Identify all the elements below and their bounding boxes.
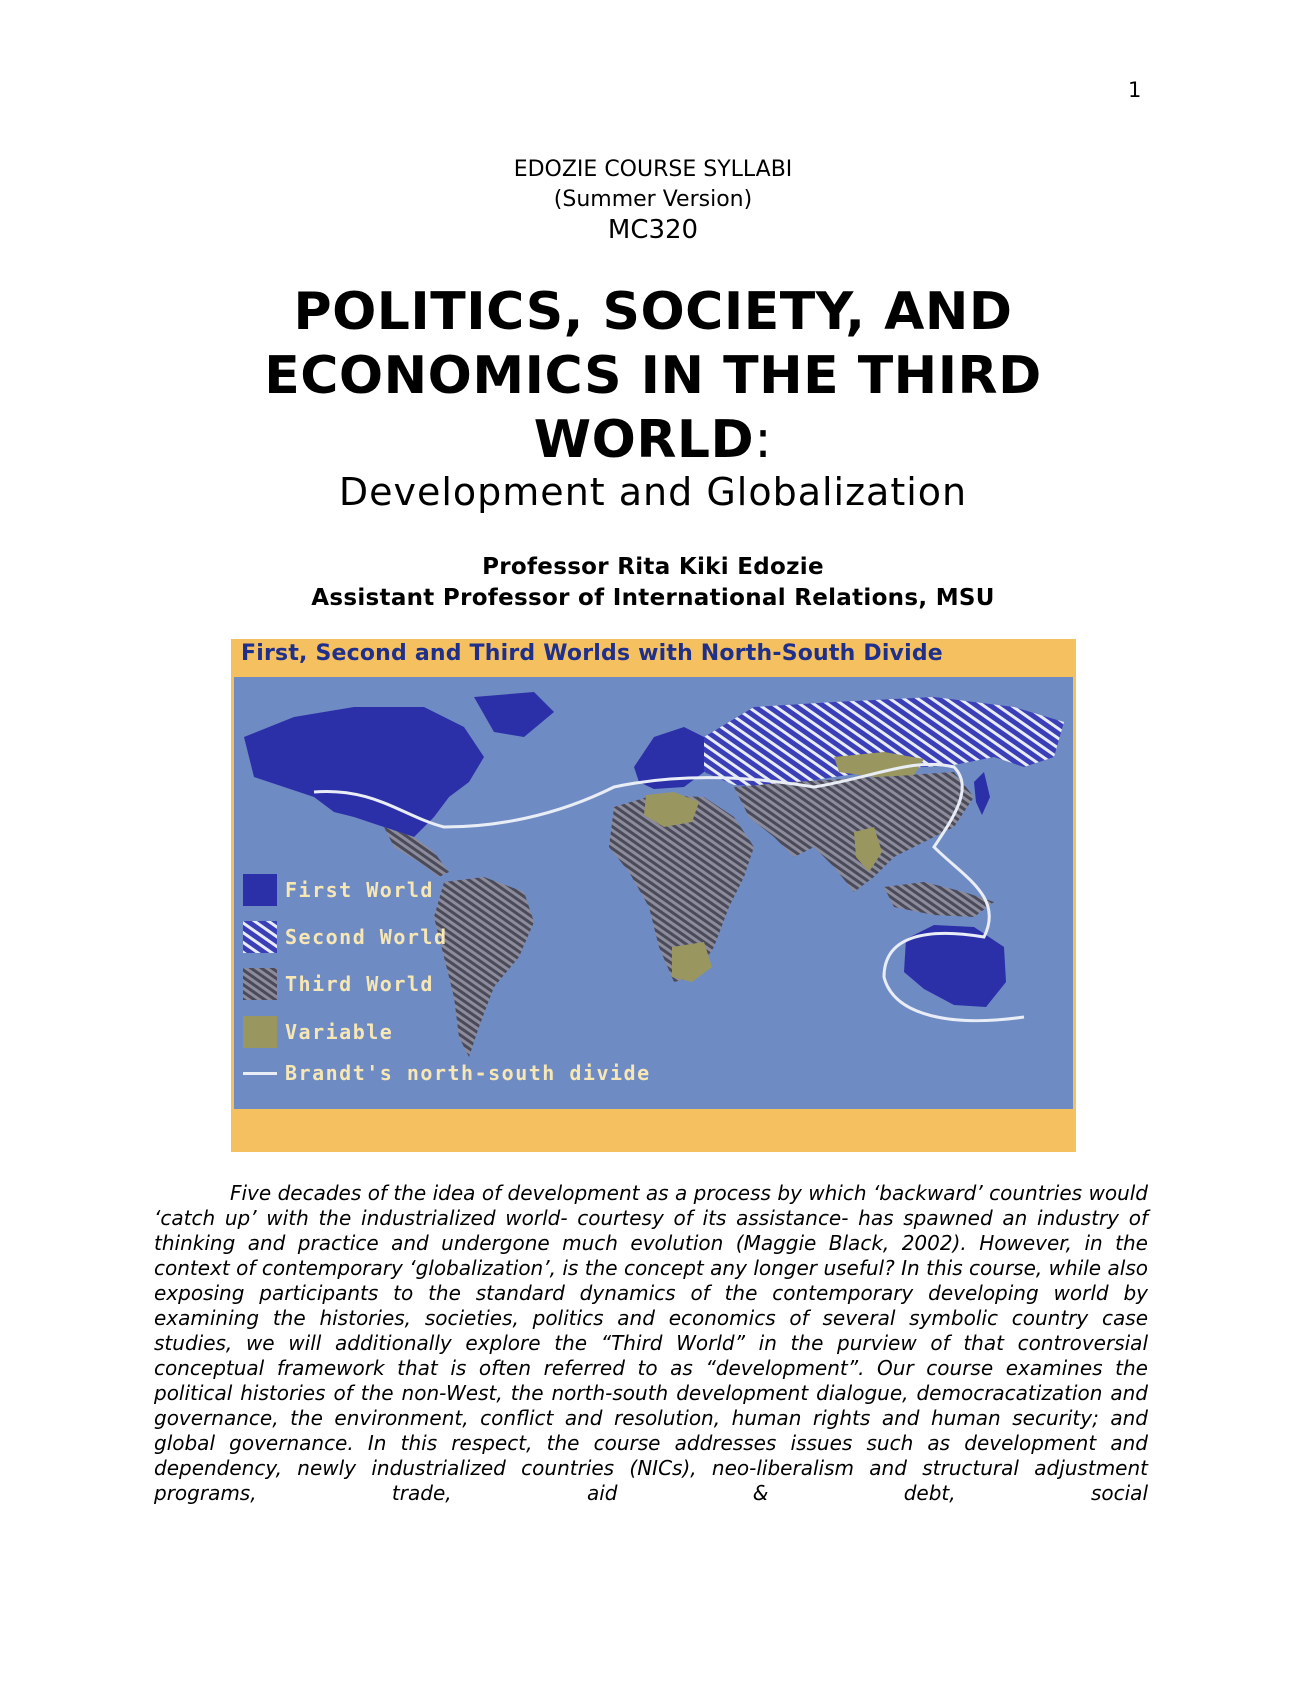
world-map-figure [231, 639, 1076, 1152]
course-code: MC320 [607, 215, 699, 245]
legend-first-world [243, 873, 434, 907]
legend-label-first-world: First World [285, 878, 434, 902]
title-colon: : [754, 410, 773, 470]
title-line-3-text: WORLD [533, 410, 755, 470]
legend-label-second-world: Second World [285, 925, 448, 949]
legend-brandt-line [243, 1056, 651, 1090]
title-line-1: POLITICS, SOCIETY, AND [293, 282, 1013, 342]
page-subtitle: Development and Globalization [338, 470, 968, 514]
map-title: First, Second and Third Worlds with North-South Divide [241, 641, 943, 666]
professor-position: Assistant Professor of International Relations, MSU [311, 585, 995, 611]
legend-label-brandt-line: Brandt's north-south divide [285, 1061, 651, 1085]
page-number: 1 [1128, 78, 1142, 102]
legend-label-third-world: Third World [285, 972, 434, 996]
legend-second-world [243, 920, 448, 954]
course-header [0, 155, 1306, 245]
legend-swatch-first-world [243, 874, 277, 906]
course-description-text: Five decades of the idea of development as a process by which ‘backward’ countries would ‘catch up’ with the industrialized world- courtesy of its assistance- has spawned an industry of thinking and practice and undergone much evolution (Maggie Black, 2002). However, in the context of contemporary ‘globalization’, is the concept any longer useful? In this course, while also exposing participants to the standard dynamics of the contemporary developing world by examining the histories, societies, politics and economics of several symbolic country case studies, we will additionally explore the “Third World” in the purview of that controversial conceptual framework that is often referred to as “development”. Our course examines the political histories of the non-West, the north-south development dialogue, democracatization and governance, the environment, conflict and resolution, human rights and human security; and global governance. In this respect, the course addresses issues such as development and dependency, newly industrialized countries (NICs), neo-liberalism and structural adjustment programs, trade, aid & debt, social [154, 1181, 1148, 1505]
professor-block [0, 552, 1306, 614]
title-line-3 [150, 408, 1156, 472]
legend-swatch-brandt-line [243, 1072, 277, 1075]
course-version: (Summer Version) [553, 187, 753, 212]
course-description [154, 1181, 1148, 1506]
legend-swatch-third-world [243, 968, 277, 1000]
legend-variable [243, 1015, 393, 1049]
legend-swatch-second-world [243, 921, 277, 953]
title-line-2: ECONOMICS IN THE THIRD [264, 346, 1042, 406]
legend-third-world [243, 967, 434, 1001]
legend-label-variable: Variable [285, 1020, 394, 1044]
course-syllabi-label: EDOZIE COURSE SYLLABI [513, 157, 793, 182]
professor-name: Professor Rita Kiki Edozie [482, 554, 824, 580]
legend-swatch-variable [243, 1016, 277, 1048]
page-title [150, 280, 1156, 472]
